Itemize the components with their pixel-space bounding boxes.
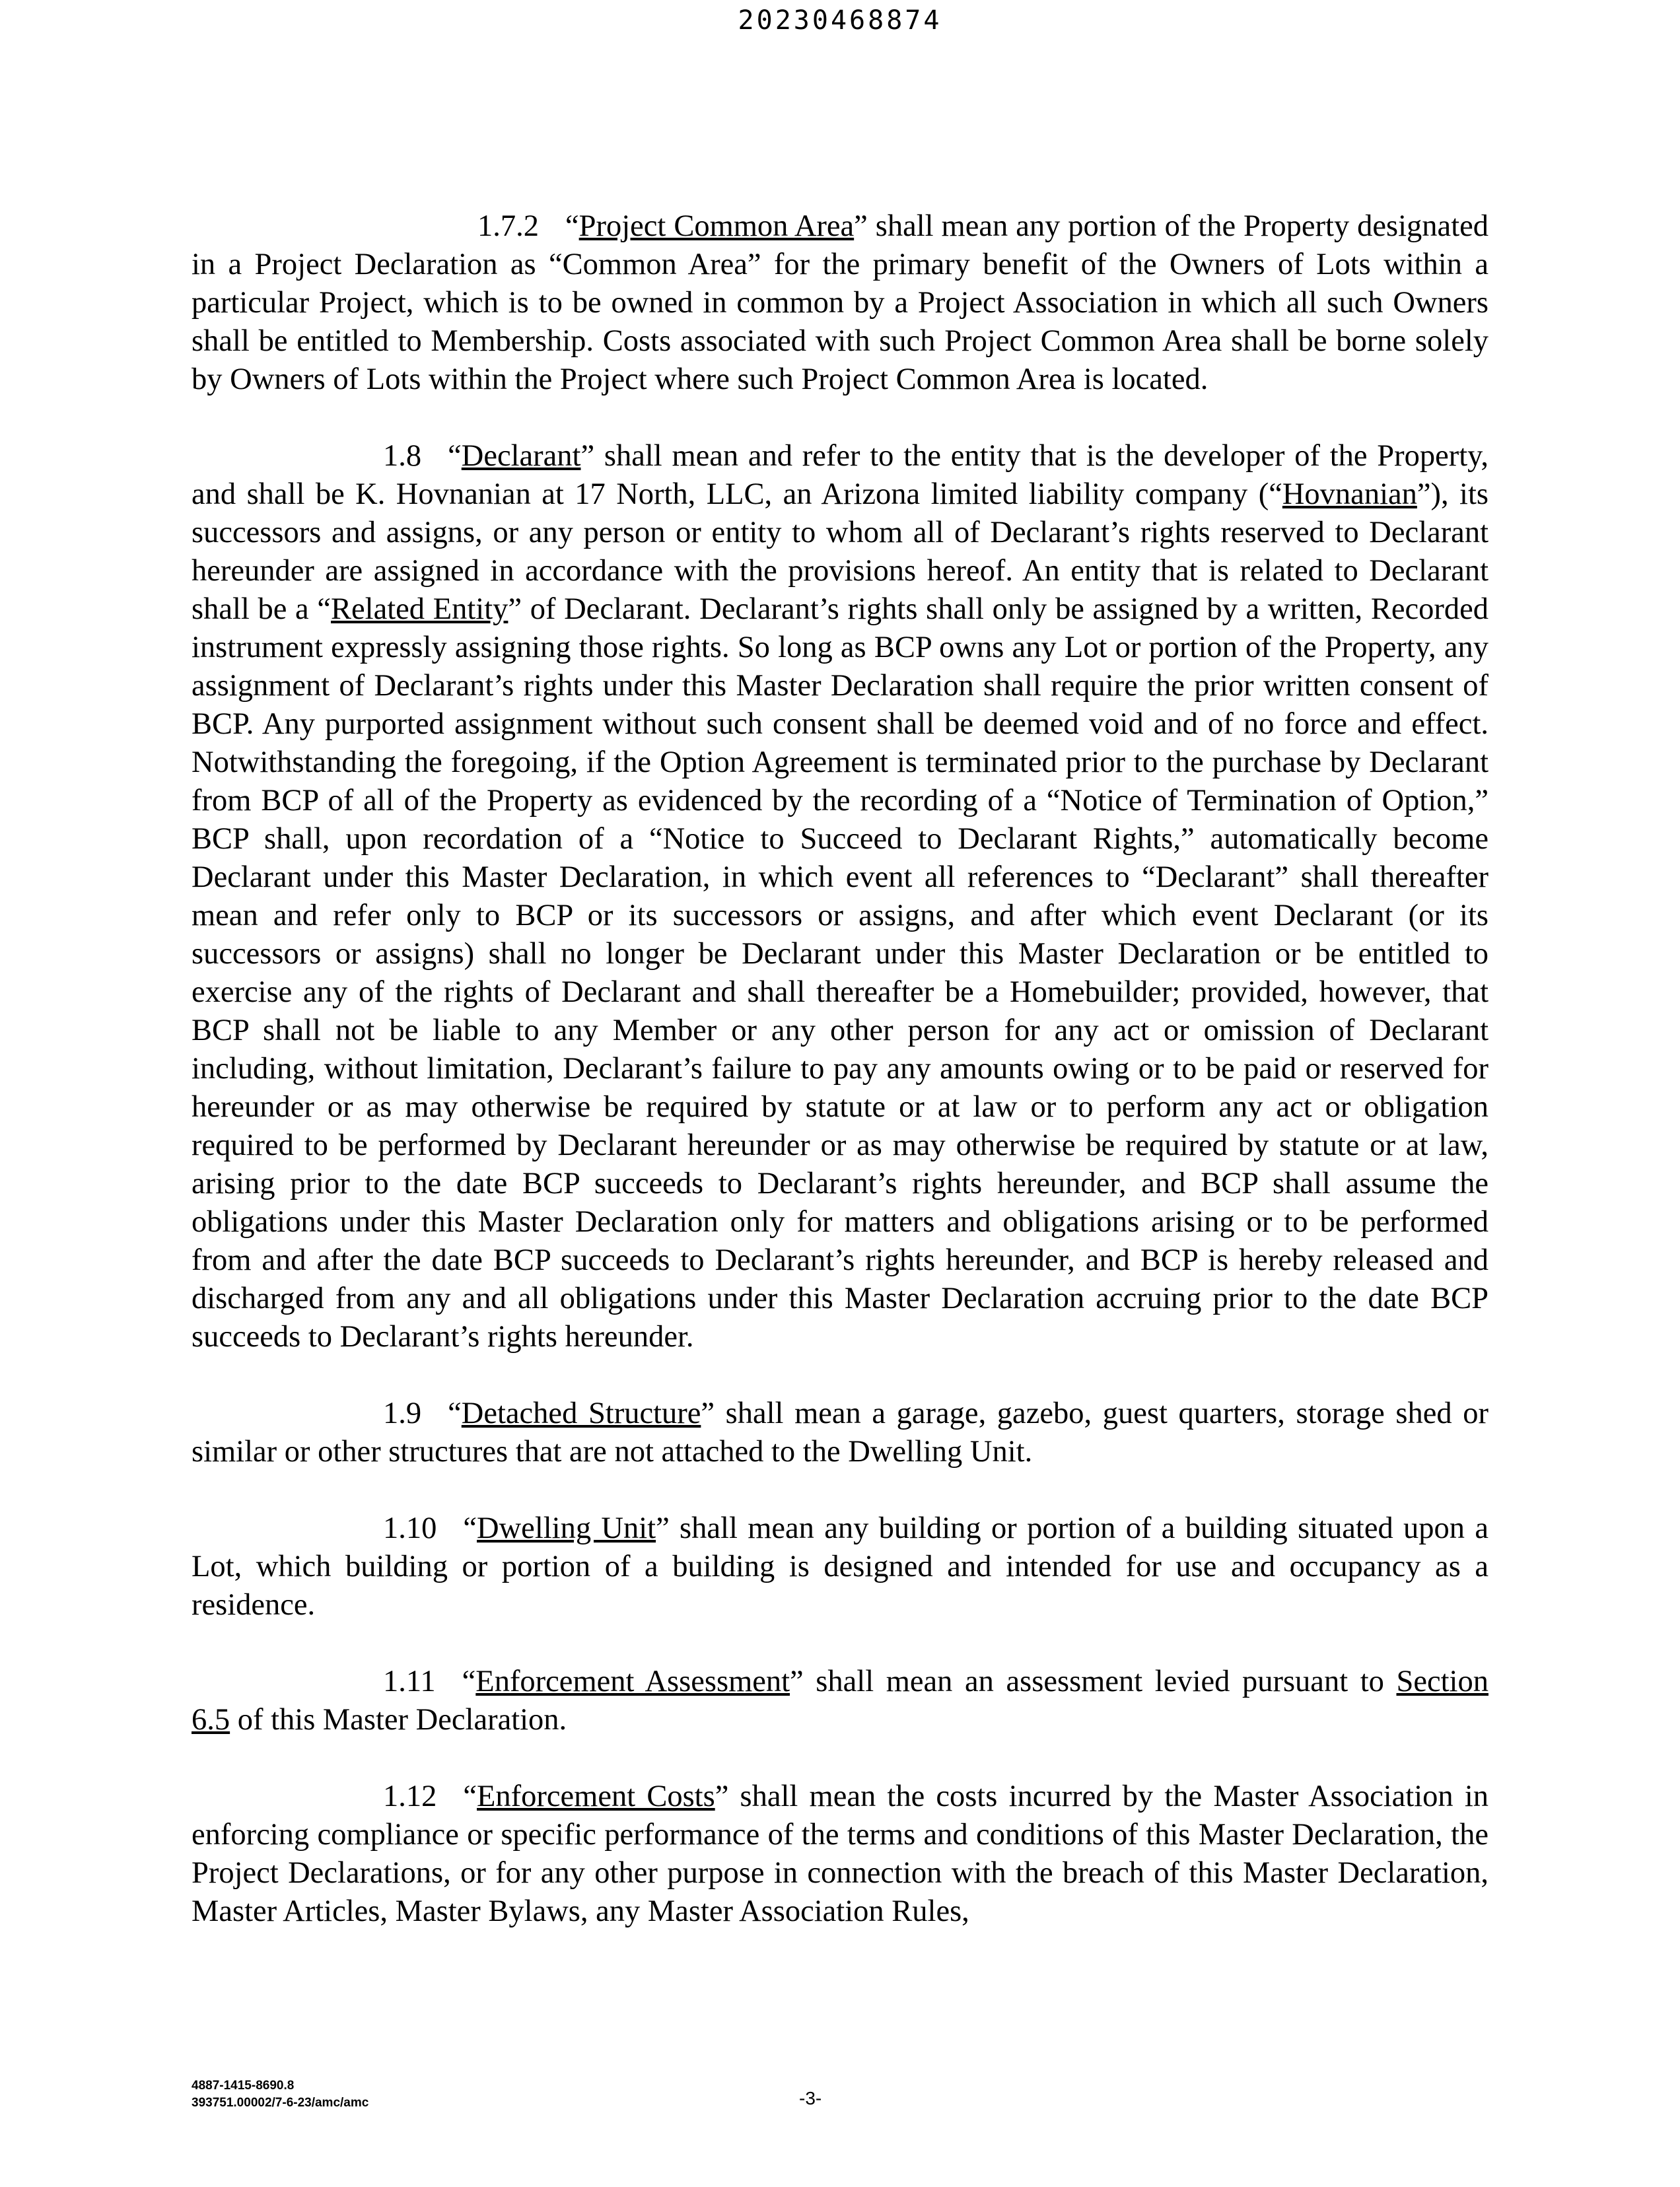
definition-text: ” of Declarant. Declarant’s rights shall only be assigned by a written, Recorded instrument expressly assigning those rights. So long as BCP owns any Lot or portion of the Property, any assignment of Declarant’s rights under this Master Declaration shall require the prior written consent of BCP. Any purported assignment without such consent shall be deemed void and of no force and effect. Notwithstanding the foregoing, if the Option Agreement is terminated prior to the purchase by Declarant from BCP of all of the Property as evidenced by the recording of a “Notice of Termination of Option,” BCP shall, upon recordation of a “Notice to Succeed to Declarant Rights,” automatically become Declarant under this Master Declaration, in which event all references to “Declarant” shall thereafter mean and refer only to BCP or its successors or assigns, and after which event Declarant (or its successors or assigns) shall no longer be Declarant under this Master Declaration or be entitled to exercise any of the rights of Declarant and shall thereafter be a Homebuilder; provided, however, that BCP shall not be liable to any Member or any other person for any act or omission of Declarant including, without limitation, Declarant’s failure to pay any amounts owing or to be paid or reserved for hereunder or as may otherwise be required by statute or at law or to perform any act or obligation required to be performed by Declarant hereunder or as may otherwise be required by statute or at law, arising prior to the date BCP succeeds to Declarant’s rights hereunder, and BCP shall assume the obligations under this Master Declaration only for matters and obligations arising or to be performed from and after the date BCP succeeds to Declarant’s rights hereunder, and BCP is hereby released and discharged from any and all obligations under this Master Declaration accruing prior to the date BCP succeeds to Declarant’s rights hereunder. xyxy=(192,592,1488,1354)
definition-1-8 xyxy=(192,437,1488,1356)
defined-term: Detached Structure xyxy=(461,1397,701,1430)
definition-text: shall mean and refer to the entity that is the developer of the Property, and shall be K. Hovnanian at 17 North, LLC, an Arizona limited liability company (“ xyxy=(192,439,1488,511)
close-quote: ” xyxy=(701,1397,715,1430)
defined-term: Enforcement Assessment xyxy=(475,1665,790,1698)
definition-text: shall mean an assessment levied pursuant to xyxy=(803,1665,1397,1698)
section-reference-link: Section 6.5 xyxy=(192,1665,1488,1737)
definition-text: shall mean any portion of the Property designated in a Project Declaration as “Common Area” for the primary benefit of the Owners of Lots within a particular Project, which is to be owned in common by a Project Association in which all such Owners shall be entitled to Membership. Costs associated with such Project Common Area shall be borne solely by Owners of Lots within the Project where such Project Common Area is located. xyxy=(192,209,1488,396)
close-quote: ” xyxy=(715,1780,729,1813)
document-body xyxy=(192,207,1488,1969)
definition-text: ”), its successors and assigns, or any person or entity to whom all of Declarant’s rights reserved to Declarant hereunder are assigned in accordance with the provisions hereof. An entity that is related to Declarant shall be a “ xyxy=(192,477,1488,626)
defined-term: Declarant xyxy=(461,439,581,473)
open-quote: “ xyxy=(448,439,462,473)
section-number: 1.10 xyxy=(383,1511,437,1545)
section-number: 1.8 xyxy=(383,439,422,473)
definition-text: shall mean a garage, gazebo, guest quarters, storage shed or similar or other structures that are not attached to the Dwelling Unit. xyxy=(192,1397,1488,1469)
document-code-line: 393751.00002/7-6-23/amc/amc xyxy=(192,2096,369,2110)
open-quote: “ xyxy=(462,1665,476,1698)
close-quote: ” xyxy=(580,439,595,473)
defined-term: Enforcement Costs xyxy=(477,1780,715,1813)
recording-number: 20230468874 xyxy=(738,5,942,36)
open-quote: “ xyxy=(463,1780,477,1813)
defined-term-hovnanian: Hovnanian xyxy=(1282,477,1417,511)
section-number: 1.11 xyxy=(383,1665,436,1698)
defined-term-related-entity: Related Entity xyxy=(331,592,508,626)
defined-term: Project Common Area xyxy=(578,209,855,243)
open-quote: “ xyxy=(448,1397,462,1430)
open-quote: “ xyxy=(463,1511,477,1545)
definition-text: of this Master Declaration. xyxy=(230,1703,567,1737)
open-quote: “ xyxy=(565,209,579,243)
document-code xyxy=(192,2077,368,2112)
definition-1-9 xyxy=(192,1395,1488,1471)
section-number: 1.9 xyxy=(383,1397,422,1430)
section-number: 1.12 xyxy=(383,1780,437,1813)
definition-1-7-2 xyxy=(192,207,1488,399)
close-quote: ” xyxy=(854,209,868,243)
close-quote: ” xyxy=(656,1511,670,1545)
definition-1-11 xyxy=(192,1663,1488,1739)
page-number: -3- xyxy=(799,2088,822,2108)
section-number: 1.7.2 xyxy=(477,209,539,243)
definition-1-12 xyxy=(192,1778,1488,1931)
defined-term: Dwelling Unit xyxy=(477,1511,656,1545)
definition-text: shall mean any building or portion of a building situated upon a Lot, which building or portion of a building is designed and intended for use and occupancy as a residence. xyxy=(192,1511,1488,1622)
close-quote: ” xyxy=(790,1665,804,1698)
document-code-line: 4887-1415-8690.8 xyxy=(192,2079,295,2093)
definition-1-10 xyxy=(192,1510,1488,1624)
definition-text: shall mean the costs incurred by the Master Association in enforcing compliance or specific performance of the terms and conditions of this Master Declaration, the Project Declarations, or for any other purpose in connection with the breach of this Master Declaration, Master Articles, Master Bylaws, any Master Association Rules, xyxy=(192,1780,1488,1928)
